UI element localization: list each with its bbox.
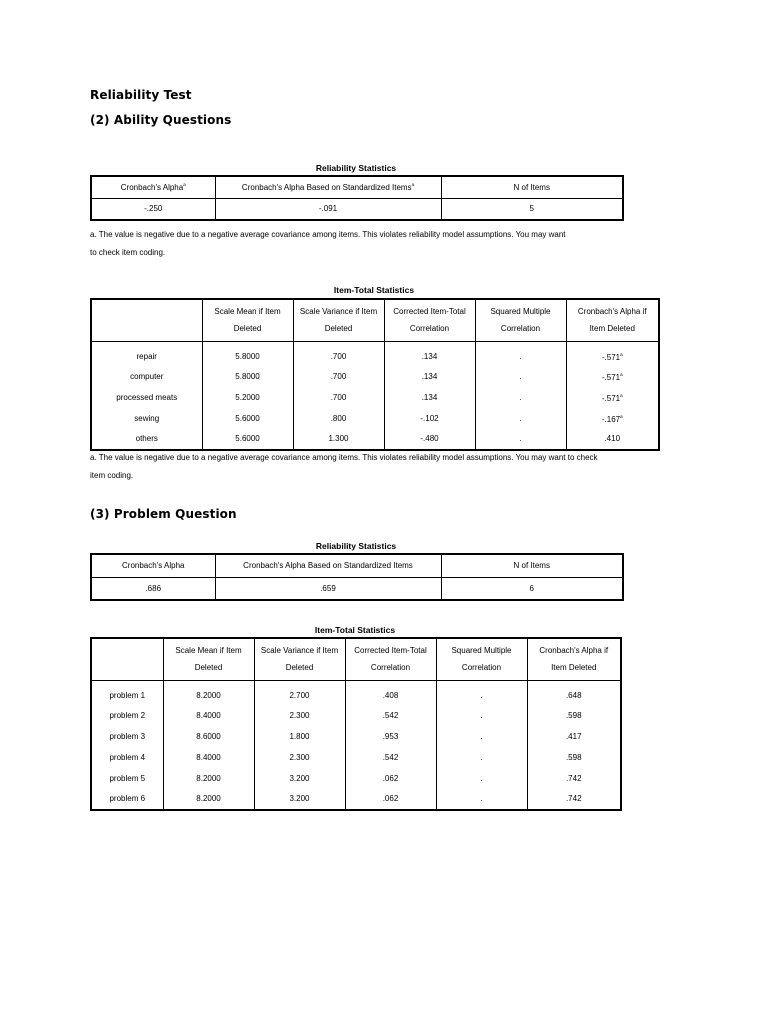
cell-scale-variance: .700 [293, 366, 384, 387]
table-header-row [91, 638, 621, 680]
cell-scale-mean: 8.2000 [163, 789, 254, 810]
col-header-cronbach-alpha: Cronbach's Alpha$^a$ [91, 176, 215, 198]
cell-scale-mean: 5.2000 [202, 387, 293, 408]
cell-squared-multiple: . [475, 341, 566, 366]
table-row [91, 577, 623, 600]
cell-scale-mean: 8.4000 [163, 747, 254, 768]
table-row [91, 705, 621, 726]
col-header-squared-multiple: Squared Multiple Correlation [436, 638, 527, 680]
ability-reliability-footnote: a. The value is negative due to a negative average covariance among items. This violates reliability model assumptions. You may want to check item coding. [90, 230, 566, 257]
cell-corrected-correlation: .062 [345, 789, 436, 810]
cell-alpha-if-deleted: -.571$^a$ [566, 341, 659, 366]
cell-corrected-correlation: -.102 [384, 408, 475, 429]
col-header-scale-variance: Scale Variance if Item Deleted [293, 299, 384, 341]
col-header-cronbach-alpha: Cronbach's Alpha [91, 554, 215, 577]
cell-scale-variance: 3.200 [254, 789, 345, 810]
cell-standardized-alpha: -.091 [215, 198, 441, 220]
cell-scale-mean: 5.6000 [202, 429, 293, 450]
cell-squared-multiple: . [475, 408, 566, 429]
row-label: repair [136, 352, 157, 362]
table-header-row [91, 554, 623, 577]
problem-item-total-caption: Item-Total Statistics [314, 625, 396, 635]
cell-squared-multiple: . [436, 789, 527, 810]
section-heading-ability: (2) Ability Questions [90, 113, 232, 127]
cell-scale-variance: 3.200 [254, 768, 345, 789]
problem-reliability-table [90, 553, 624, 601]
cell-corrected-correlation: .134 [384, 341, 475, 366]
cell-scale-variance: 1.800 [254, 726, 345, 747]
table-row [91, 198, 623, 220]
cell-squared-multiple: . [436, 726, 527, 747]
row-label: problem 5 [109, 774, 146, 783]
cell-alpha-if-deleted: .598 [527, 747, 621, 768]
row-label: problem 2 [109, 711, 146, 720]
table-row [91, 768, 621, 789]
cell-squared-multiple: . [436, 680, 527, 705]
cell-squared-multiple: . [436, 747, 527, 768]
cell-scale-mean: 5.8000 [202, 366, 293, 387]
col-header-n-items: N of Items [441, 176, 623, 198]
cell-alpha-if-deleted: .417 [527, 726, 621, 747]
ability-item-total-table [90, 298, 660, 451]
cell-squared-multiple: . [475, 366, 566, 387]
cell-corrected-correlation: .408 [345, 680, 436, 705]
cell-scale-mean: 8.2000 [163, 680, 254, 705]
col-header-scale-mean: Scale Mean if Item Deleted [163, 638, 254, 680]
cell-cronbach-alpha: .686 [145, 583, 162, 593]
cell-scale-variance: .800 [293, 408, 384, 429]
col-header-alpha-if-deleted: Cronbach's Alpha if Item Deleted [527, 638, 621, 680]
cell-standardized-alpha: .659 [215, 577, 441, 600]
cell-cronbach-alpha: -.250 [144, 204, 163, 214]
cell-squared-multiple: . [436, 705, 527, 726]
cell-alpha-if-deleted: .598 [527, 705, 621, 726]
col-header-scale-variance: Scale Variance if Item Deleted [254, 638, 345, 680]
cell-scale-mean: 8.2000 [163, 768, 254, 789]
document-title: Reliability Test [90, 88, 192, 102]
table-row [91, 387, 659, 408]
problem-reliability-caption: Reliability Statistics [315, 541, 397, 551]
cell-scale-variance: 2.700 [254, 680, 345, 705]
cell-squared-multiple: . [436, 768, 527, 789]
cell-corrected-correlation: .953 [345, 726, 436, 747]
ability-item-total-caption: Item-Total Statistics [333, 285, 415, 295]
col-header-item [91, 638, 163, 680]
cell-alpha-if-deleted: .742 [527, 768, 621, 789]
cell-scale-variance: .700 [293, 387, 384, 408]
cell-scale-variance: 2.300 [254, 705, 345, 726]
row-label: others [135, 433, 158, 443]
col-header-corrected-correlation: Corrected Item-Total Correlation [345, 638, 436, 680]
cell-corrected-correlation: .542 [345, 705, 436, 726]
row-label: problem 3 [109, 732, 146, 741]
cell-scale-variance: .700 [293, 341, 384, 366]
cell-alpha-if-deleted: -.167$^a$ [566, 408, 659, 429]
cell-alpha-if-deleted: .648 [527, 680, 621, 705]
cell-n-items: 5 [441, 198, 623, 220]
row-label: problem 6 [109, 793, 146, 803]
cell-scale-mean: 5.6000 [202, 408, 293, 429]
cell-alpha-if-deleted: .410 [566, 429, 659, 450]
table-row [91, 726, 621, 747]
col-header-n-items: N of Items [441, 554, 623, 577]
col-header-squared-multiple: Squared Multiple Correlation [475, 299, 566, 341]
col-header-standardized-alpha: Cronbach's Alpha Based on Standardized Items$^a$ [215, 176, 441, 198]
table-row [91, 408, 659, 429]
cell-scale-mean: 8.6000 [163, 726, 254, 747]
row-label: processed meats [116, 393, 178, 402]
cell-squared-multiple: . [475, 387, 566, 408]
table-row [91, 747, 621, 768]
ability-reliability-table [90, 175, 624, 221]
cell-alpha-if-deleted: -.571$^a$ [566, 387, 659, 408]
cell-corrected-correlation: .134 [384, 387, 475, 408]
section-heading-problem: (3) Problem Question [90, 507, 237, 521]
cell-alpha-if-deleted: .742 [527, 789, 621, 810]
table-row [91, 680, 621, 705]
table-row [91, 429, 659, 450]
table-row [91, 341, 659, 366]
col-header-scale-mean: Scale Mean if Item Deleted [202, 299, 293, 341]
table-header-row [91, 299, 659, 341]
cell-corrected-correlation: .542 [345, 747, 436, 768]
cell-scale-variance: 1.300 [293, 429, 384, 450]
cell-squared-multiple: . [475, 429, 566, 450]
cell-corrected-correlation: .134 [384, 366, 475, 387]
row-label: sewing [134, 414, 160, 423]
col-header-item [91, 299, 202, 341]
col-header-corrected-correlation: Corrected Item-Total Correlation [384, 299, 475, 341]
row-label: problem 4 [109, 753, 146, 762]
ability-item-total-footnote: a. The value is negative due to a negative average covariance among items. This violates reliability model assumptions. You may want to check item coding. [90, 453, 598, 480]
cell-alpha-if-deleted: -.571$^a$ [566, 366, 659, 387]
table-row [91, 366, 659, 387]
table-header-row [91, 176, 623, 198]
row-label: problem 1 [109, 691, 146, 701]
cell-scale-mean: 5.8000 [202, 341, 293, 366]
ability-reliability-caption: Reliability Statistics [315, 163, 397, 173]
problem-item-total-table [90, 637, 622, 811]
cell-scale-mean: 8.4000 [163, 705, 254, 726]
col-header-alpha-if-deleted: Cronbach's Alpha if Item Deleted [566, 299, 659, 341]
row-label: computer [130, 372, 164, 381]
cell-corrected-correlation: -.480 [384, 429, 475, 450]
table-row [91, 789, 621, 810]
cell-corrected-correlation: .062 [345, 768, 436, 789]
cell-scale-variance: 2.300 [254, 747, 345, 768]
col-header-standardized-alpha: Cronbach's Alpha Based on Standardized Items [215, 554, 441, 577]
cell-n-items: 6 [441, 577, 623, 600]
